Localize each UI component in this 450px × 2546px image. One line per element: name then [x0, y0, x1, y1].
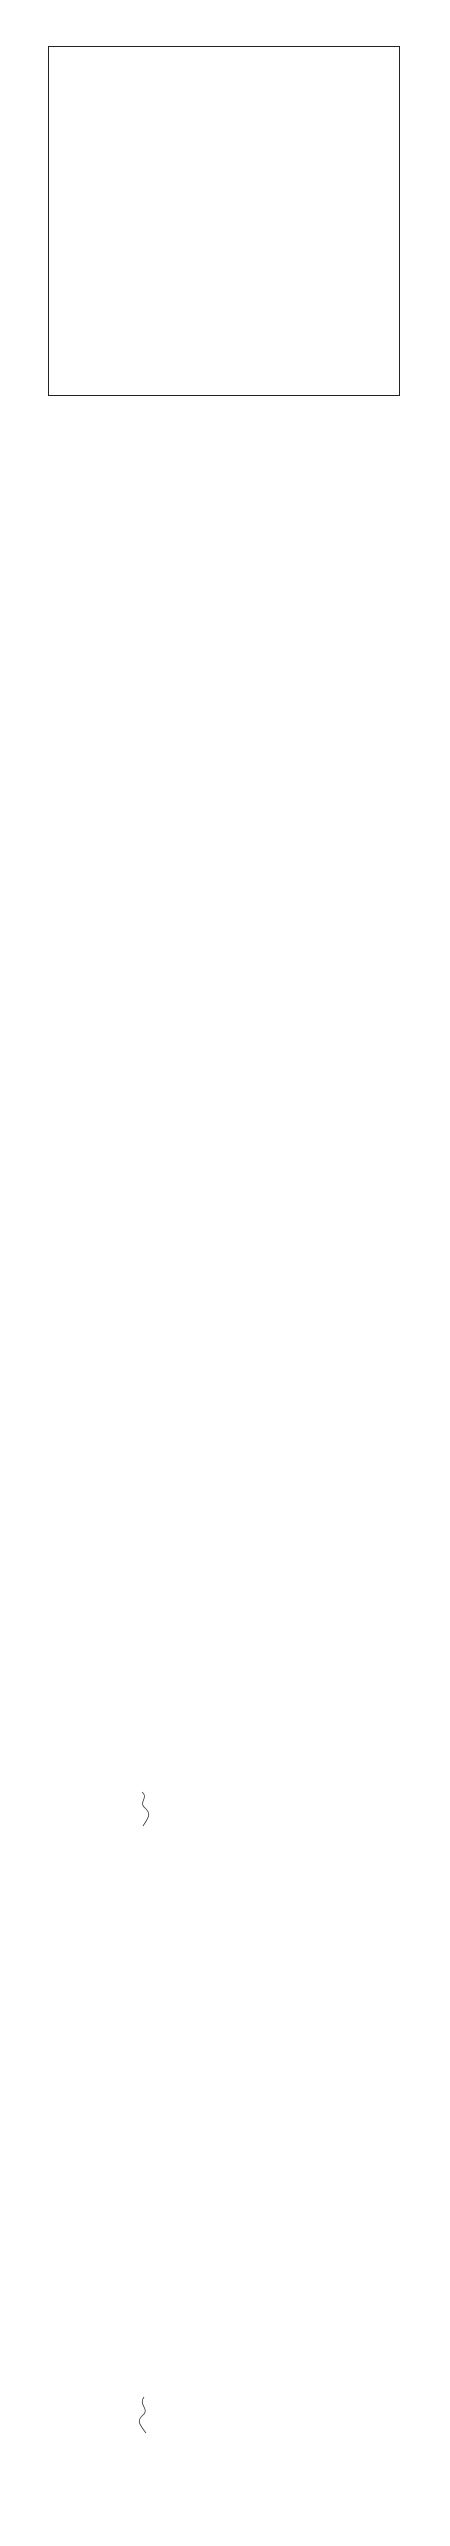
signature-page	[0, 960, 450, 1200]
summary-page	[0, 0, 450, 400]
price-summary-page	[0, 620, 450, 920]
signature-scribble	[138, 2395, 150, 2435]
summary-box	[48, 46, 400, 396]
boq-sheet-1	[94, 1390, 364, 1950]
signature-scribble	[138, 1790, 150, 1830]
boq-sheet-2	[94, 2025, 364, 2525]
